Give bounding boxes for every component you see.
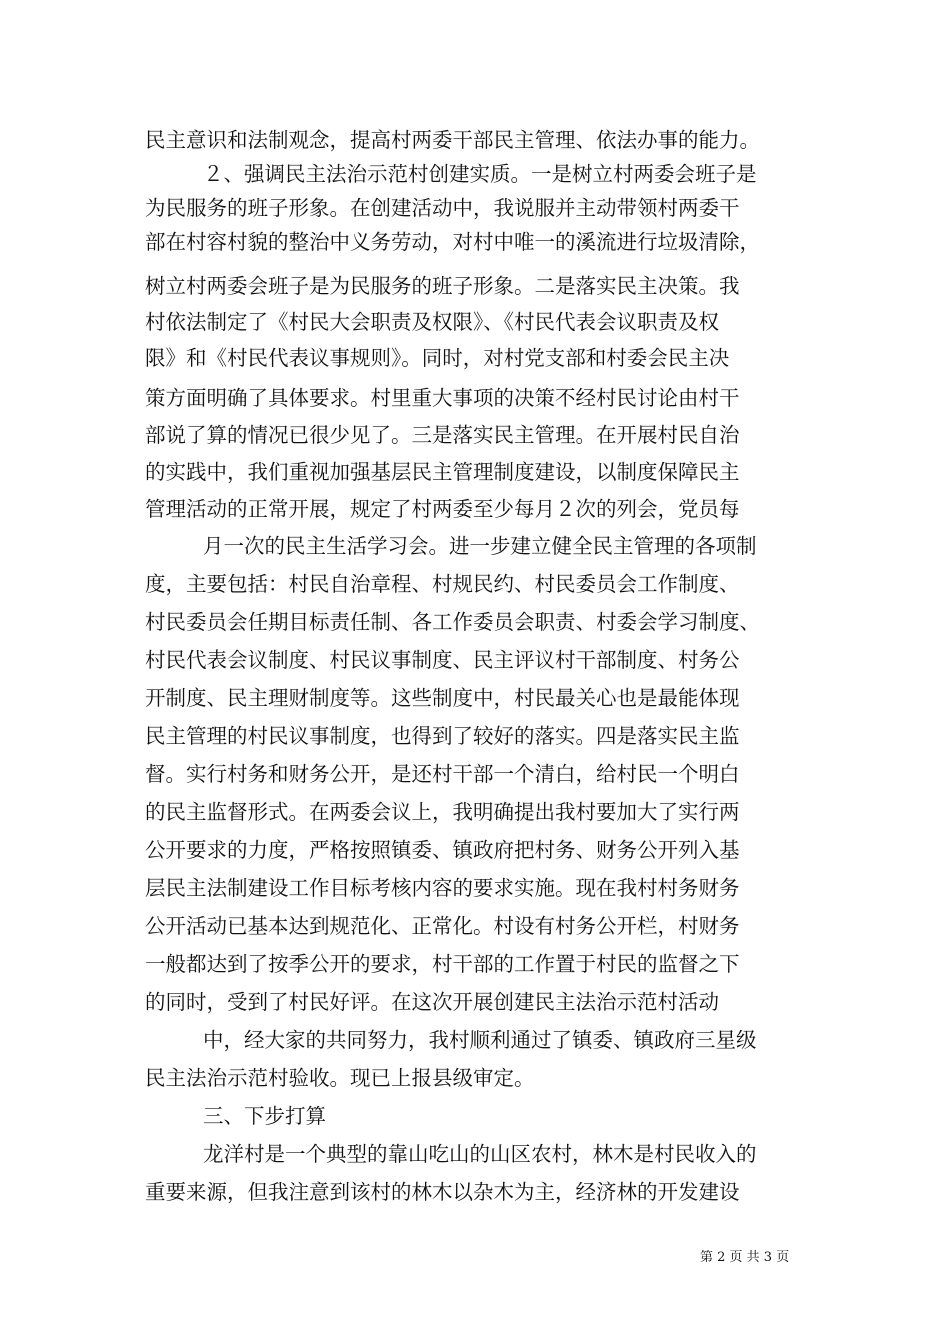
text-line-10: 的实践中，我们重视加强基层民主管理制度建设，以制度保障民主 (145, 460, 740, 484)
text-line-3: 为民服务的班子形象。在创建活动中，我说服并主动带领村两委干 (145, 196, 740, 220)
section-heading: 三、下步打算 (203, 1104, 326, 1128)
text-line-19: 的民主监督形式。在两委会议上，我明确提出我村要加大了实行两 (145, 800, 740, 824)
text-line-28: 龙洋村是一个典型的靠山吃山的山区农村，林木是村民收入的 (203, 1142, 757, 1166)
page-number-footer: 第 2 页 共 3 页 (700, 1250, 790, 1265)
text-line-8: 策方面明确了具体要求。村里重大事项的决策不经村民讨论由村干 (145, 386, 740, 410)
text-line-13: 度，主要包括：村民自治章程、村规民约、村民委员会工作制度、 (145, 572, 740, 596)
text-line-4: 部在村容村貌的整治中义务劳动，对村中唯一的溪流进行垃圾清除， (145, 230, 760, 254)
text-line-22: 公开活动已基本达到规范化、正常化。村设有村务公开栏，村财务 (145, 914, 740, 938)
text-line-1: 民主意识和法制观念，提高村两委干部民主管理、依法办事的能力。 (145, 128, 760, 152)
text-line-5: 树立村两委会班子是为民服务的班子形象。二是落实民主决策。我 (145, 274, 740, 298)
text-line-23: 一般都达到了按季公开的要求，村干部的工作置于村民的监督之下 (145, 952, 740, 976)
text-line-24: 的同时，受到了村民好评。在这次开展创建民主法治示范村活动 (145, 990, 719, 1014)
text-line-12: 月一次的民主生活学习会。进一步建立健全民主管理的各项制 (203, 534, 757, 558)
text-line-26: 民主法治示范村验收。现已上报县级审定。 (145, 1066, 535, 1090)
text-line-9: 部说了算的情况已很少见了。三是落实民主管理。在开展村民自治 (145, 423, 740, 447)
text-line-6: 村依法制定了《村民大会职责及权限》、《村民代表会议职责及权 (145, 310, 719, 334)
text-line-7: 限》和《村民代表议事规则》。同时，对村党支部和村委会民主决 (145, 346, 730, 370)
text-line-15: 村民代表会议制度、村民议事制度、民主评议村干部制度、村务公 (145, 648, 740, 672)
text-line-14: 村民委员会任期目标责任制、各工作委员会职责、村委会学习制度、 (145, 610, 760, 634)
text-line-25: 中，经大家的共同努力，我村顺利通过了镇委、镇政府三星级 (203, 1028, 757, 1052)
text-line-17: 民主管理的村民议事制度，也得到了较好的落实。四是落实民主监 (145, 724, 740, 748)
text-line-29: 重要来源，但我注意到该村的林木以杂木为主，经济林的开发建设 (145, 1180, 740, 1204)
text-line-18: 督。实行村务和财务公开，是还村干部一个清白，给村民一个明白 (145, 762, 740, 786)
text-line-21: 层民主法制建设工作目标考核内容的要求实施。现在我村村务财务 (145, 876, 740, 900)
text-line-11: 管理活动的正常开展，规定了村两委至少每月２次的列会，党员每 (145, 497, 740, 521)
text-line-20: 公开要求的力度，严格按照镇委、镇政府把村务、财务公开列入基 (145, 838, 740, 862)
text-line-2: ２、强调民主法治示范村创建实质。一是树立村两委会班子是 (203, 162, 757, 186)
text-line-16: 开制度、民主理财制度等。这些制度中，村民最关心也是最能体现 (145, 686, 740, 710)
